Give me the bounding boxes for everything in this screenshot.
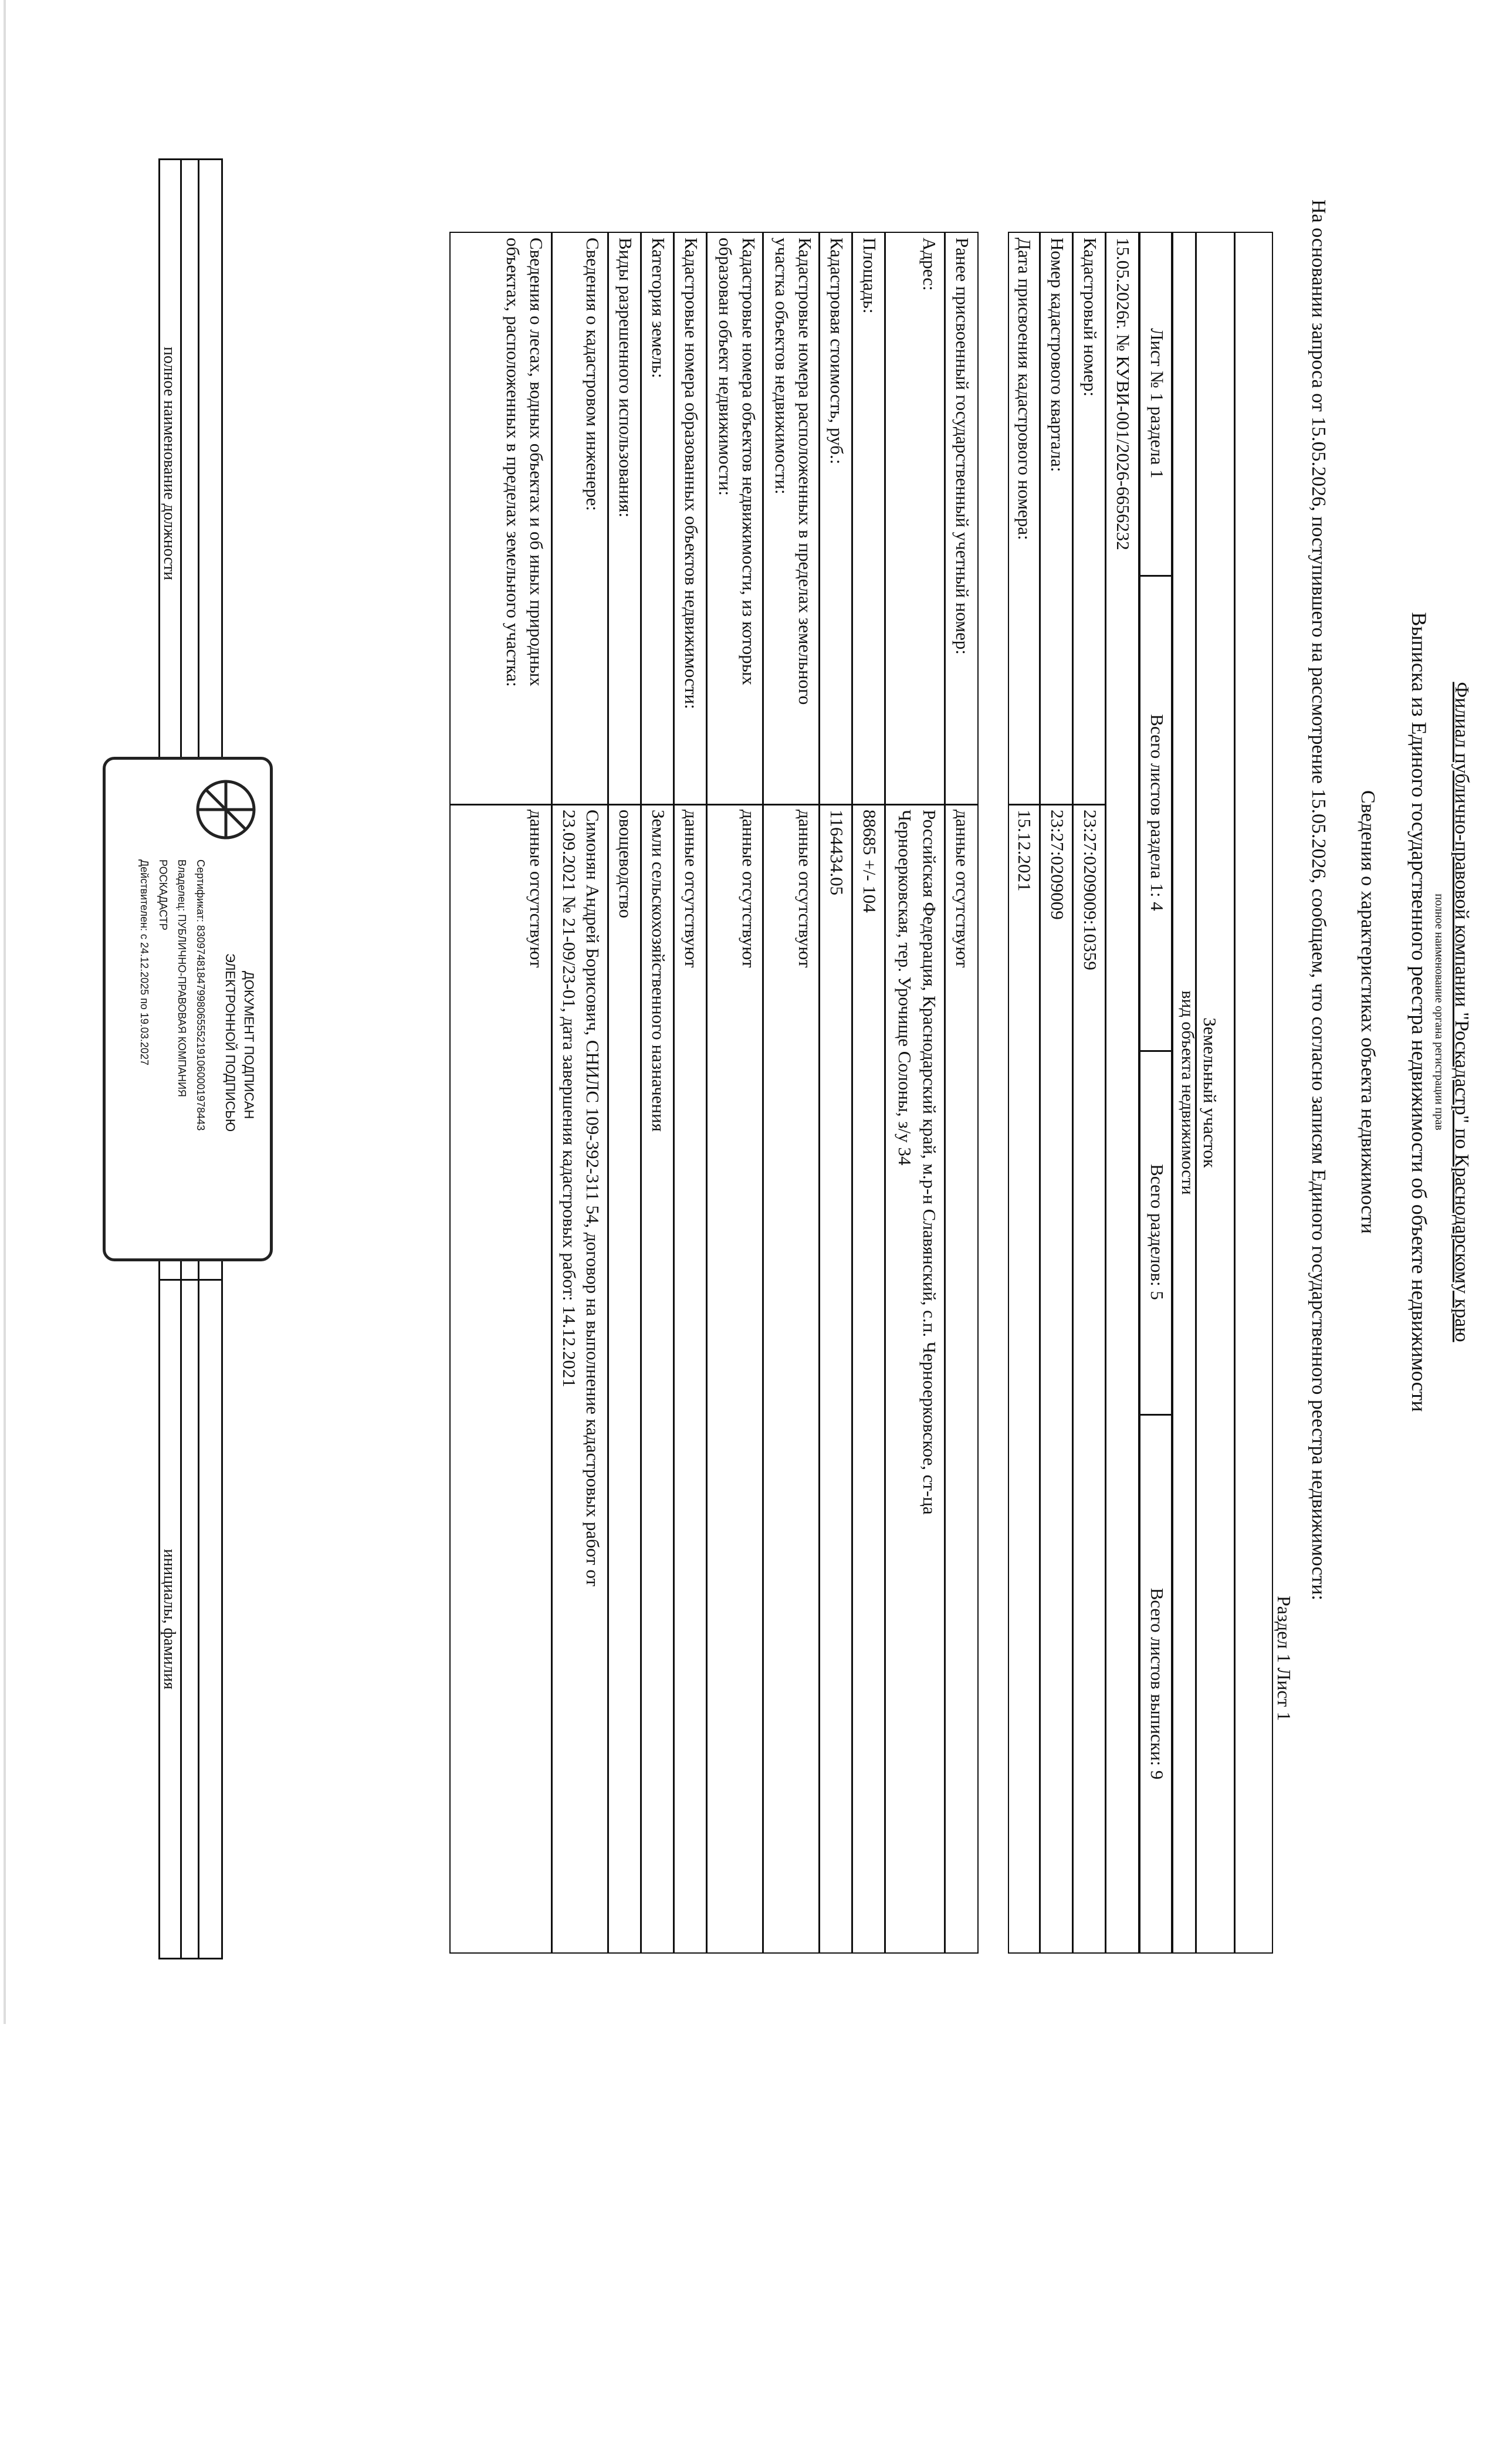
cadastral-cost-value: 1164434.05 <box>827 810 847 896</box>
engineer-value-line1: Симонян Андрей Борисович, СНИЛС 109-392-311 54, договор на выполнение кадастровых работ от <box>583 810 603 1587</box>
e-signature-stamp <box>103 757 273 1261</box>
cadastral-cost-label: Кадастровая стоимость, руб.: <box>827 238 847 465</box>
document-title: Выписка из Единого государственного реестра недвижимости об объекте недвижимости <box>1407 612 1431 1412</box>
stamp-title-line2: ЭЛЕКТРОННОЙ ПОДПИСЬЮ <box>223 953 238 1132</box>
authority-caption: полное наименование органа регистрации прав <box>1433 893 1446 1131</box>
natural-objects-label-line1: Сведения о лесах, водных объектах и об иных природных <box>526 238 547 686</box>
position-caption: полное наименование должности <box>160 346 178 581</box>
land-category-label: Категория земель: <box>648 238 669 378</box>
extract-number: 15.05.2026г. № КУВИ-001/2026-6656232 <box>1113 238 1133 550</box>
object-type: Земельный участок <box>1200 1017 1220 1168</box>
formed-objects-label: Кадастровые номера образованных объектов недвижимости: <box>681 238 702 709</box>
rosreestr-emblem-icon <box>194 777 258 842</box>
scan-edge <box>4 0 6 2024</box>
natural-objects-value: данные отсутствуют <box>526 810 547 968</box>
cadastral-number-value: 23:27:0209009:10359 <box>1080 810 1101 970</box>
section-sheet: Раздел 1 Лист 1 <box>1274 1596 1295 1721</box>
document-subtitle: Сведения о характеристиках объекта недвижимости <box>1357 790 1379 1234</box>
source-objects-value: данные отсутствуют <box>739 810 759 968</box>
located-objects-label-line1: Кадастровые номера расположенных в пределах земельного <box>795 238 815 705</box>
area-value: 88685 +/- 104 <box>859 810 880 913</box>
assignment-date-label: Дата присвоения кадастрового номера: <box>1014 238 1035 540</box>
quarter-number-label: Номер кадастрового квартала: <box>1047 238 1068 472</box>
permitted-use-label: Виды разрешенного использования: <box>615 238 636 518</box>
located-objects-label-line2: участка объектов недвижимости: <box>771 238 792 495</box>
stamp-validity: Действителен: с 24.12.2025 по 19.03.2027 <box>138 859 150 1065</box>
land-category-value: Земли сельскохозяйственного назначения <box>648 810 669 1132</box>
engineer-value-line2: 23.09.2021 № 21-09/23-01, дата завершения кадастровых работ: 14.12.2021 <box>559 810 580 1387</box>
assignment-date-value: 15.12.2021 <box>1014 810 1035 892</box>
authority-name: Филиал публично-правовой компании "Роскадастр" по Краснодарскому краю <box>1451 682 1473 1342</box>
stamp-certificate: Сертификат: 83097481847998065552191060001978443 <box>195 859 207 1131</box>
natural-objects-label-line2: объектах, расположенных в пределах земельного участка: <box>503 238 523 687</box>
sheets-in-section: Всего листов раздела 1: 4 <box>1147 714 1167 911</box>
prior-number-value: данные отсутствуют <box>952 810 973 968</box>
address-value-line2: Черноерковская, тер. Урочище Солоны, з/у 34 <box>895 810 915 1166</box>
sheet-of-section: Лист № 1 раздела 1 <box>1147 328 1167 479</box>
prior-number-label: Ранее присвоенный государственный учетный номер: <box>952 238 973 655</box>
name-caption: инициалы, фамилия <box>160 1549 178 1690</box>
source-objects-label-line2: образован объект недвижимости: <box>715 238 736 496</box>
sheets-total: Всего листов выписки: 9 <box>1147 1588 1167 1780</box>
object-type-caption: вид объекта недвижимости <box>1178 990 1197 1195</box>
stamp-owner-line2: РОСКАДАСТР <box>157 859 169 930</box>
area-label: Площадь: <box>859 238 880 314</box>
request-basis: На основании запроса от 15.05.2026, поступившего на рассмотрение 15.05.2026, сообщаем, что согласно записям Единого государственного реестра недвижимости: <box>1308 199 1329 1600</box>
engineer-label: Сведения о кадастровом инженере: <box>583 238 603 511</box>
source-objects-label-line1: Кадастровые номера объектов недвижимости, из которых <box>739 238 759 685</box>
stamp-title-line1: ДОКУМЕНТ ПОДПИСАН <box>242 971 256 1119</box>
sections-total: Всего разделов: 5 <box>1147 1164 1167 1300</box>
formed-objects-value: данные отсутствуют <box>681 810 702 968</box>
address-label: Адрес: <box>919 238 940 291</box>
stamp-owner-line1: Владелец: ПУБЛИЧНО-ПРАВОВАЯ КОМПАНИЯ <box>176 859 188 1097</box>
permitted-use-value: овощеводство <box>615 810 636 919</box>
quarter-number-value: 23:27:0209009 <box>1047 810 1068 920</box>
address-value-line1: Российская Федерация, Краснодарский край, м.р-н Славянский, с.п. Черноерковское, ст-ца <box>919 810 940 1515</box>
cadastral-number-label: Кадастровый номер: <box>1080 238 1101 397</box>
located-objects-value: данные отсутствуют <box>795 810 815 968</box>
